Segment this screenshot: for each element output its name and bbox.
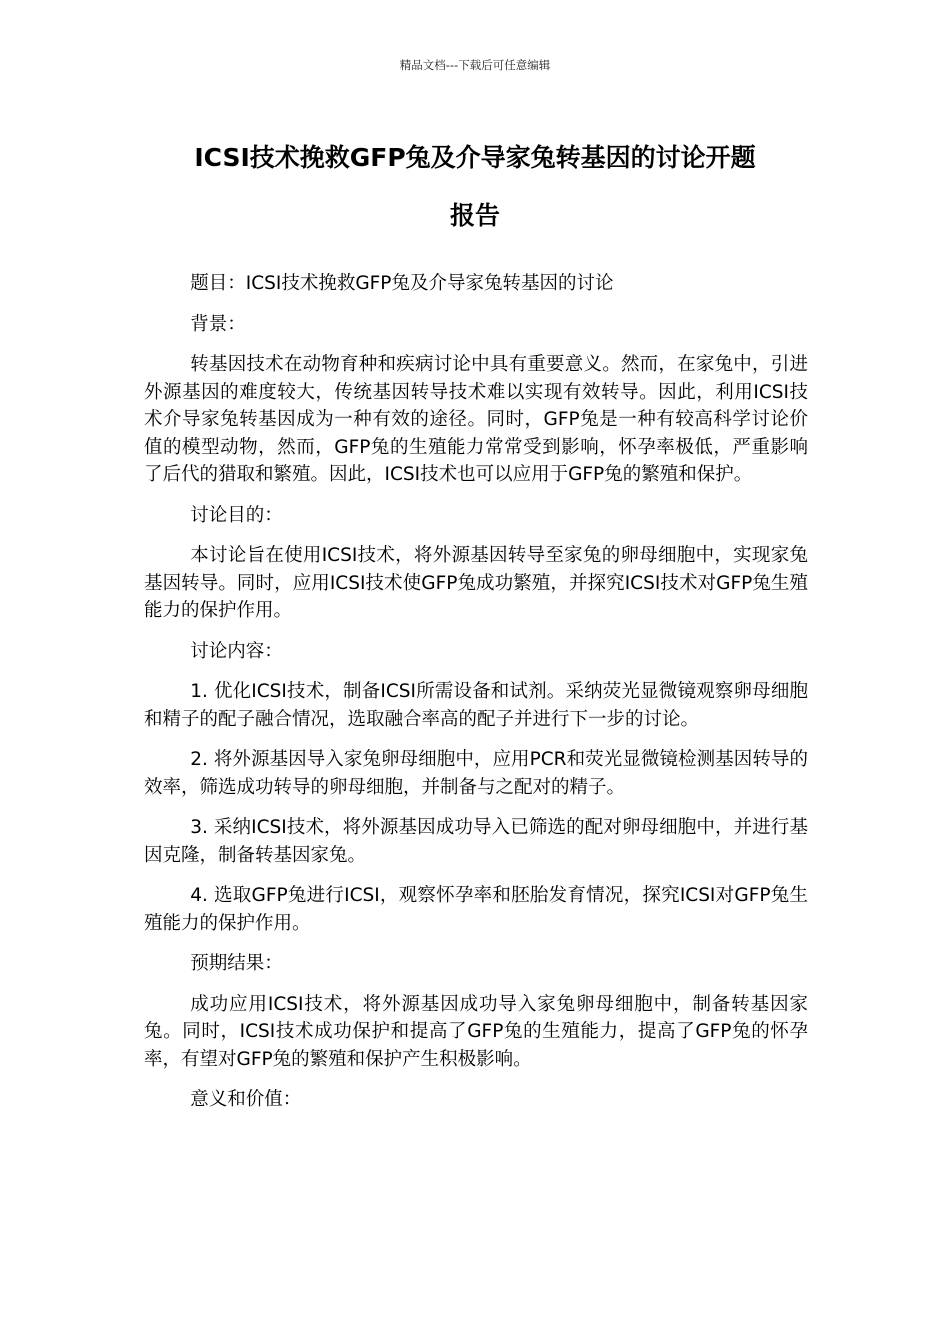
paragraph-background: 转基因技术在动物育种和疾病讨论中具有重要意义。然而，在家兔中，引进外源基因的难度较大，传统基因转导技术难以实现有效转导。因此，利用ICSI技术介导家兔转基因成为一种有效的途径。同时，GFP兔是一种有较高科学讨论价值的模型动物，然而，GFP兔的生殖能力常常受到影响，怀孕率极低，严重影响了后代的猎取和繁殖。因此，ICSI技术也可以应用于GFP兔的繁殖和保护。: [144, 354, 808, 485]
paragraph-topic: 题目：ICSI技术挽救GFP兔及介导家兔转基因的讨论: [190, 273, 614, 294]
list-item-2: 2. 将外源基因导入家兔卵母细胞中，应用PCR和荧光显微镜检测基因转导的效率，筛选成功转导的卵母细胞，并制备与之配对的精子。: [144, 749, 808, 798]
list-item-1: 1. 优化ICSI技术，制备ICSI所需设备和试剂。采纳荧光显微镜观察卵母细胞和精子的配子融合情况，选取融合率高的配子并进行下一步的讨论。: [144, 681, 808, 730]
heading-purpose: 讨论目的：: [190, 504, 283, 526]
heading-content: 讨论内容：: [190, 640, 283, 662]
list-item-3: 3. 采纳ICSI技术，将外源基因成功导入已筛选的配对卵母细胞中，并进行基因克隆，制备转基因家兔。: [144, 817, 808, 866]
document-title-line-2: 报告: [449, 201, 500, 230]
heading-significance: 意义和价值：: [190, 1089, 302, 1110]
paragraph-purpose: 本讨论旨在使用ICSI技术，将外源基因转导至家兔的卵母细胞中，实现家兔基因转导。同时，应用ICSI技术使GFP兔成功繁殖，并探究ICSI技术对GFP兔生殖能力的保护作用。: [144, 545, 808, 621]
heading-expected-results: 预期结果：: [190, 953, 283, 974]
heading-background: 背景：: [190, 313, 246, 335]
document-title-line-1: ICSI技术挽救GFP兔及介导家兔转基因的讨论开题: [194, 143, 756, 172]
document-body: [144, 270, 808, 1127]
list-item-4: 4. 选取GFP兔进行ICSI，观察怀孕率和胚胎发育情况，探究ICSI对GFP兔生殖能力的保护作用。: [144, 885, 808, 934]
header-note: 精品文档---下载后可任意编辑: [399, 58, 551, 72]
paragraph-expected-results: 成功应用ICSI技术，将外源基因成功导入家兔卵母细胞中，制备转基因家兔。同时，ICSI技术成功保护和提高了GFP兔的生殖能力，提高了GFP兔的怀孕率，有望对GFP兔的繁殖和保护产生积极影响。: [144, 993, 808, 1070]
